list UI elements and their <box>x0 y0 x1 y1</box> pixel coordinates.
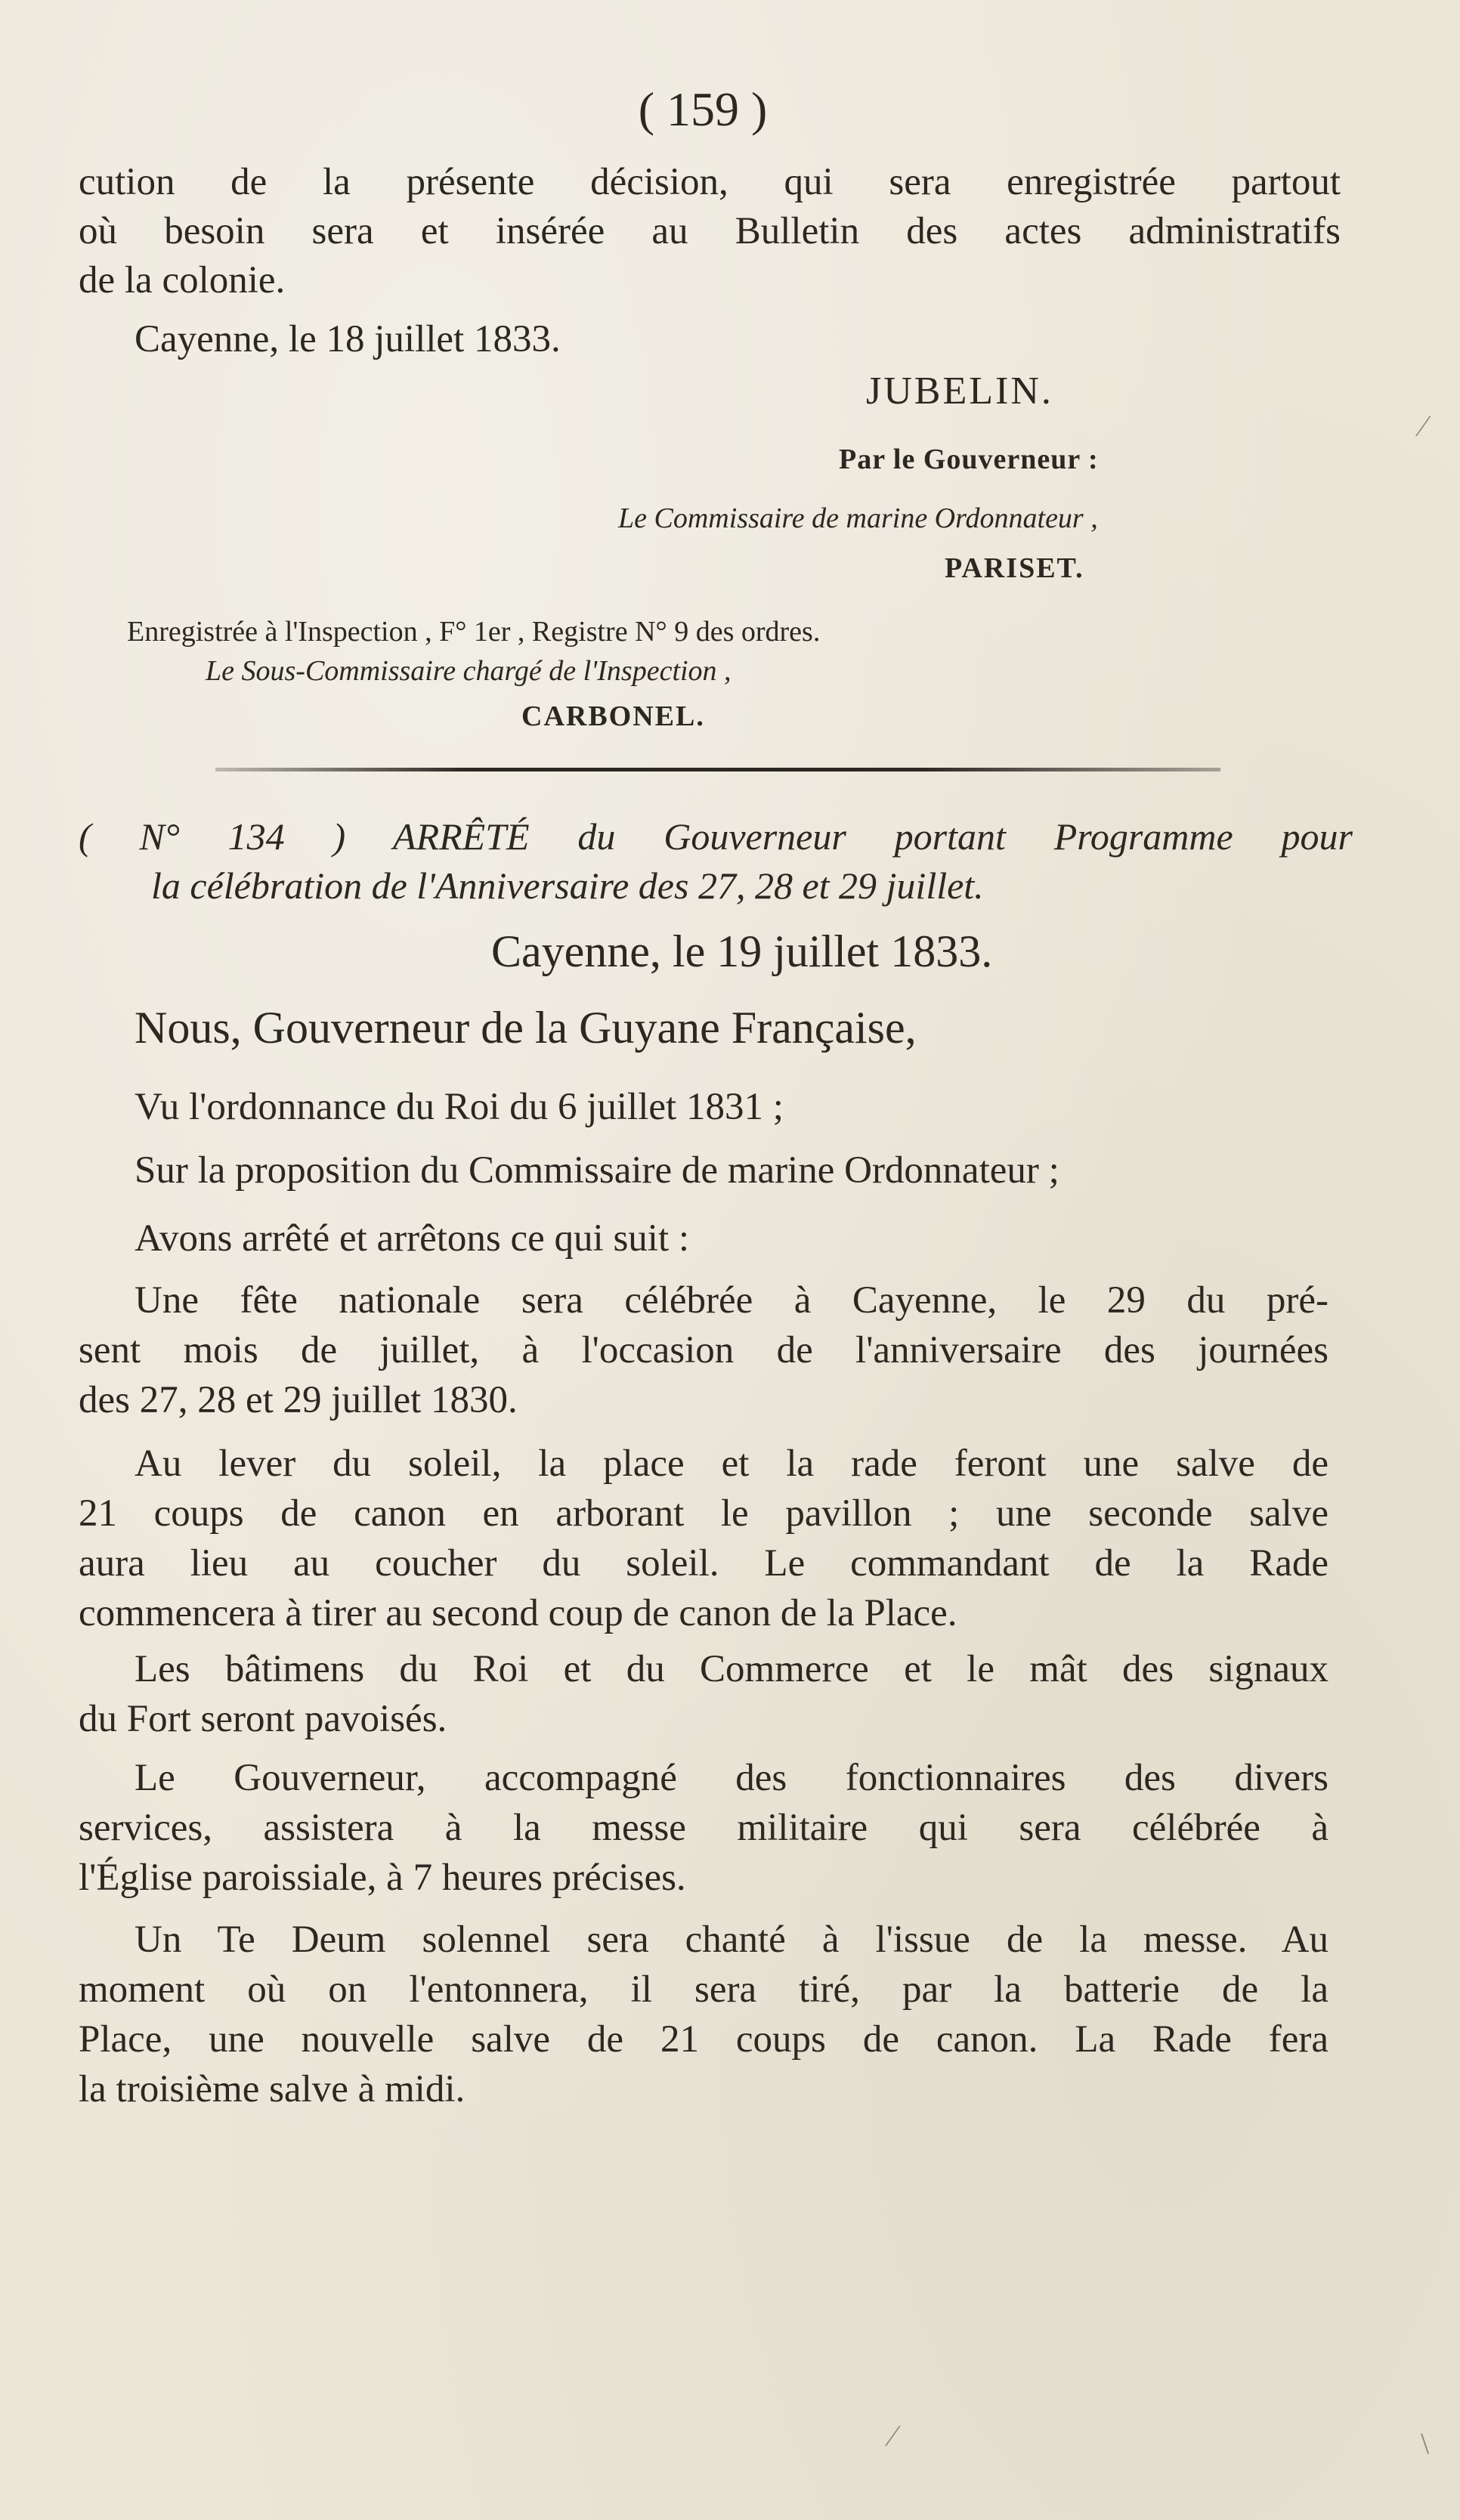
para1-line-3: des 27, 28 et 29 juillet 1830. <box>79 1379 518 1421</box>
para3-line-1: Les bâtimens du Roi et du Commerce et le mât des signaux <box>135 1648 1329 1690</box>
para1-line-1: Une fête nationale sera célébrée à Cayenne, le 29 du pré- <box>135 1279 1329 1322</box>
paper-mark: ⁄ <box>1421 409 1426 443</box>
para2-line-3: aura lieu au coucher du soleil. Le commandant de la Rade <box>79 1542 1329 1585</box>
section-divider <box>215 768 1220 771</box>
signature-pariset: PARISET. <box>945 552 1084 584</box>
para5-line-2: moment où on l'entonnera, il sera tiré, par la batterie de la <box>79 1968 1329 2011</box>
top-line-2: où besoin sera et insérée au Bulletin des actes administratifs <box>79 210 1341 252</box>
para5-line-1: Un Te Deum solennel sera chanté à l'issue de la messe. Au <box>135 1919 1329 1961</box>
para5-line-4: la troisième salve à midi. <box>79 2068 466 2110</box>
paper-mark-3: \ <box>1421 2426 1430 2460</box>
commissaire-line: Le Commissaire de marine Ordonnateur , <box>618 502 1098 534</box>
vu-line: Vu l'ordonnance du Roi du 6 juillet 1831 ; <box>135 1086 784 1128</box>
signature-jubelin: JUBELIN. <box>866 369 1053 413</box>
date-1833-07-18: Cayenne, le 18 juillet 1833. <box>135 318 561 360</box>
para4-line-2: services, assistera à la messe militaire qui sera célébrée à <box>79 1807 1329 1849</box>
avons-line: Avons arrêté et arrêtons ce qui suit : <box>135 1217 690 1260</box>
sur-line: Sur la proposition du Commissaire de marine Ordonnateur ; <box>135 1149 1059 1192</box>
paper-mark-2: ⁄ <box>890 2419 895 2453</box>
para2-line-1: Au lever du soleil, la place et la rade feront une salve de <box>135 1442 1329 1485</box>
enregistree-line: Enregistrée à l'Inspection , F° 1er , Registre N° 9 des ordres. <box>127 616 821 648</box>
para5-line-3: Place, une nouvelle salve de 21 coups de canon. La Rade fera <box>79 2018 1329 2061</box>
arrete-heading-line-1: ( N° 134 ) ARRÊTÉ du Gouverneur portant Programme pour <box>79 815 1353 858</box>
page-number: ( 159 ) <box>638 82 768 136</box>
para4-line-1: Le Gouverneur, accompagné des fonctionnaires des divers <box>135 1757 1329 1799</box>
arrete-heading-line-2: la célébration de l'Anniversaire des 27, 28 et 29 juillet. <box>151 864 984 907</box>
para2-line-4: commencera à tirer au second coup de canon de la Place. <box>79 1592 957 1634</box>
para4-line-3: l'Église paroissiale, à 7 heures précises. <box>79 1857 686 1899</box>
para2-line-2: 21 coups de canon en arborant le pavillon ; une seconde salve <box>79 1492 1329 1535</box>
nous-line: Nous, Gouverneur de la Guyane Française, <box>135 1003 917 1053</box>
para3-line-2: du Fort seront pavoisés. <box>79 1698 447 1740</box>
signature-carbonel: CARBONEL. <box>521 700 705 732</box>
arrete-date: Cayenne, le 19 juillet 1833. <box>491 926 993 976</box>
top-line-1: cution de la présente décision, qui sera enregistrée partout <box>79 161 1341 203</box>
sous-commissaire-line: Le Sous-Commissaire chargé de l'Inspection , <box>206 655 732 687</box>
para1-line-2: sent mois de juillet, à l'occasion de l'anniversaire des journées <box>79 1329 1329 1371</box>
par-le-gouverneur: Par le Gouverneur : <box>839 444 1099 475</box>
top-line-3: de la colonie. <box>79 259 286 301</box>
